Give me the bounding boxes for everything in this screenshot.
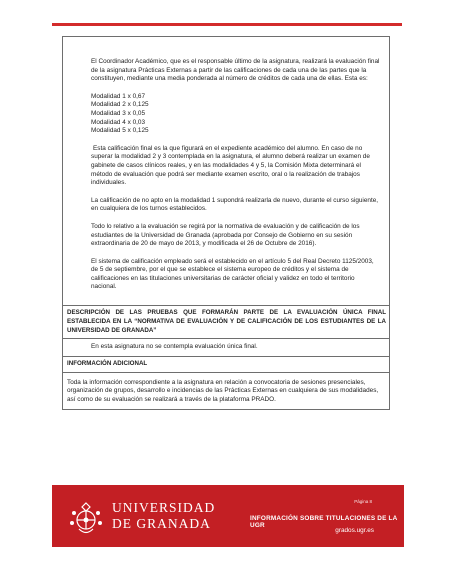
modality-item: Modalidad 1 x 0,67 [91,92,146,100]
additional-info-section [63,373,389,409]
regulation-paragraph: Todo lo relativo a la evaluación se regirá por la normativa de evaluación y de calificación de los estudiantes de la Universidad de Granada (aprobada por Consejo de Gobierno en su sesión extraordinaria de 20 de mayo de 2013, y modificada el 26 de Octubre de 2016). [91,222,360,248]
university-name-line2: DE GRANADA [112,516,211,531]
modalities-list [91,93,381,136]
additional-info-text: Toda la información correspondiente a la asignatura en relación a convocatoria de sesiones presenciales, organización de grupos, desarrollo e incidencias de las Prácticas Externas en cualquiera de sus modalidades, así como de su evaluación se realizará a través de la plataforma PRADO. [67,378,379,404]
university-name-line1: UNIVERSIDAD [112,500,216,515]
top-accent-bar [52,23,402,26]
modality-item: Modalidad 4 x 0,03 [91,118,146,126]
final-grade-paragraph: Esta calificación final es la que figurará en el expediente académico del alumno. En caso de no superar la modalidad 2 y 3 contemplada en la asignatura, el alumno deberá realizar un examen de gabinete de casos clínicos reales, y en las modalidades 4 y 5, la Comisión Mixta determinará el método de evaluación que podrá ser mediante examen escrito, oral o la realización de trabajos individuales. [91,144,370,187]
degree-info-title: INFORMACIÓN SOBRE TITULACIONES DE LA UGR [250,515,398,529]
intro-paragraph: El Coordinador Académico, que es el responsable último de la asignatura, realizará la evaluación final de la asignatura Prácticas Externas a partir de las calificaciones de cada una de las partes que la constituyen, mediante una media ponderada al número de créditos de cada una de ellas. Esta es: [91,58,380,83]
degree-info-url[interactable]: grados.ugr.es [335,527,374,534]
not-apt-paragraph: La calificación de no apto en la modalidad 1 supondrá realizarla de nuevo, durante el curso siguiente, en cualquiera de los turnos establecidos. [91,196,379,213]
single-evaluation-heading: DESCRIPCIÓN DE LAS PRUEBAS QUE FORMARÁN PARTE DE LA EVALUACIÓN ÚNICA FINAL ESTABLECIDA EN LA “NORMATIVA DE EVALUACIÓN Y DE CALIFICACIÓN DE LOS ESTUDIANTES DE LA UNIVERSIDAD DE GRANADA” [63,306,389,339]
modality-item: Modalidad 3 x 0,05 [91,109,146,117]
evaluation-section [63,37,389,306]
university-crest-icon [66,499,106,539]
evaluation-table [62,36,390,410]
page-footer [52,485,404,547]
single-evaluation-text: En esta asignatura no se contempla evaluación única final. [63,339,389,357]
additional-info-heading: INFORMACIÓN ADICIONAL [63,357,389,373]
grading-system-paragraph: El sistema de calificación empleado será el establecido en el artículo 5 del Real Decreto 1125/2003, de 5 de septiembre, por el que se establece el sistema europeo de créditos y el sistema de calificaciones en las titulaciones universitarias de carácter oficial y validez en todo el territorio nacional. [91,257,374,291]
modality-item: Modalidad 2 x 0,125 [91,101,149,109]
modality-item: Modalidad 5 x 0,125 [91,127,149,135]
page-number: Página 8 [354,499,372,504]
